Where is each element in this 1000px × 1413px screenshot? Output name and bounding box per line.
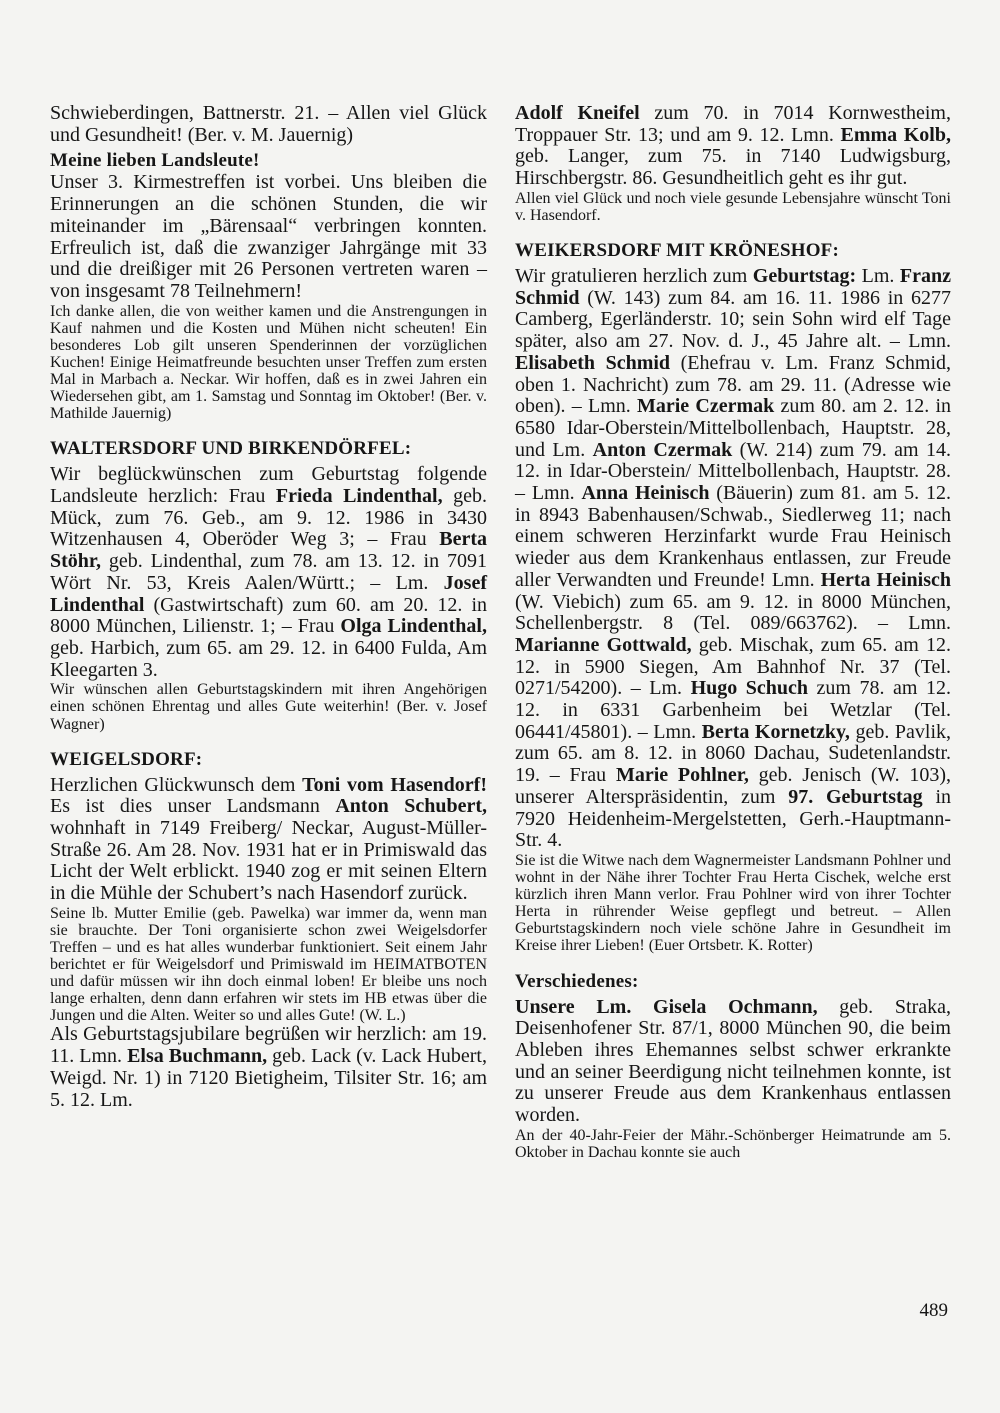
bold-name: Unsere Lm. Gisela Ochmann, [515, 995, 818, 1018]
bold-name: Frieda Lindenthal, [275, 484, 443, 507]
paragraph [50, 103, 487, 146]
text-run: Sie ist die Witwe nach dem Wagnermeister Landsmann Pohlner und wohnt in der Nähe ihrer Tochter Frau Herta Cischek, welche erst kürzlich ihren Mann verlor. Frau Pohlner wird von ihrer Tochter Herta in rührender Weise gepflegt und betreut. – Allen Geburtstagskindern noch viele schöne Jahre in Gesundheit im Kreise ihrer Lieben! (Euer Ortsbetr. K. Rotter) [515, 851, 951, 955]
text-run: Es ist dies unser Landsmann [50, 795, 336, 818]
section-heading [50, 749, 487, 771]
text-run: zum 80. am 2. 12. in 6580 Idar-Oberstein/Mittelbollenbach, Hauptstr. 28, und Lm. [515, 395, 951, 461]
text-run: (Ehefrau v. Lm. Franz Schmid, oben 1. Nachricht) zum 78. am 29. 11. (Adresse wie oben). – Lmn. [515, 351, 952, 418]
section-heading [50, 150, 487, 172]
text-run: An der 40-Jahr-Feier der Mähr.-Schönberger Heimatrunde am 5. Oktober in Dachau konnte sie auch [515, 1126, 951, 1161]
bold-name: Adolf Kneifel [515, 102, 640, 124]
section-heading [515, 971, 951, 993]
bold-name: Emma Kolb, [840, 123, 951, 146]
text-run: WEIGELSDORF: [50, 748, 203, 770]
small-print-paragraph [515, 190, 951, 224]
bold-name: Geburtstag: [752, 265, 857, 287]
text-run: geb. Straka, Deisenhofener Str. 87/1, 8000 München 90, die beim Ableben ihres Ehemannes selbst schwer erkrankte und an seiner Beerdigung nicht teilnehmen konnte, ist zu unserer Freude aus dem Krankenhaus entlassen worden. [515, 995, 951, 1127]
text-run: (W. 143) zum 84. am 16. 11. 1986 in 6277 Camberg, Egerländerstr. 10; sein Sohn wird elf Tage später, also am 27. Nov. d. J., 45 Jahre alt. – Lmn. [515, 286, 951, 353]
small-print-paragraph [515, 852, 951, 955]
text-run: zum 70. in 7014 Kornwestheim, Troppauer Str. 13; und am 9. 12. Lmn. [515, 102, 951, 146]
bold-name: Anna Heinisch [581, 482, 710, 505]
small-print-paragraph [50, 905, 487, 1025]
section-heading [515, 240, 951, 262]
bold-name: Olga Lindenthal, [340, 615, 487, 638]
paragraph [50, 1024, 487, 1111]
bold-name: 97. Geburtstag [788, 785, 923, 808]
text-run: Lm. [856, 265, 900, 287]
text-run: (W. Viebich) zum 65. am 9. 12. in 8000 München, Schellenbergstr. 8 (Tel. 089/663762). – Lmn. [515, 590, 951, 635]
text-run: Herzlichen Glückwunsch dem [50, 773, 303, 796]
paragraph [50, 172, 487, 302]
text-run: (Bäuerin) zum 81. am 5. 12. in 8943 Babenhausen/Schwab., Siedlerweg 11; nach einem schweren Herzinfarkt wurde Frau Heinisch wieder aus dem Krankenhaus entlassen, zur Freude aller Verwandten und Freunde! Lmn. [515, 482, 951, 591]
text-run: geb. Lack (v. Lack Hubert, Weigd. Nr. 1) in 7120 Bietigheim, Tilsiter Str. 16; am 5. 12. Lm. [50, 1045, 487, 1111]
bold-name: Marie Pohlner, [615, 764, 749, 787]
small-print-paragraph [515, 1127, 951, 1161]
text-run: Wir gratulieren herzlich zum [515, 265, 753, 287]
left-column [50, 103, 487, 1111]
paragraph [515, 103, 951, 190]
paragraph [50, 775, 487, 905]
bold-name: Herta Heinisch [820, 568, 951, 591]
bold-name: Anton Czermak [592, 438, 733, 461]
text-run: geb. Mück, zum 76. Geb., am 9. 12. 1986 in 3430 Witzenhausen 4, Oberöder Weg 3; – Frau [50, 484, 487, 551]
text-run: Meine lieben Landsleute! [50, 150, 260, 172]
text-run: Allen viel Glück und noch viele gesunde Lebensjahre wünscht Toni v. Hasendorf. [515, 189, 951, 224]
text-run: geb. Jenisch (W. 103), unserer Alterspräsidentin, zum [515, 764, 951, 808]
text-run: geb. Pavlik, zum 65. am 8. 12. in 8060 Dachau, Sudetenlandstr. 19. – Frau [515, 720, 951, 787]
bold-name: Marianne Gottwald, [515, 633, 692, 656]
paragraph [515, 266, 951, 852]
bold-name: Elisabeth Schmid [515, 351, 671, 374]
text-run: Ich danke allen, die von weither kamen und die Anstrengungen in Kauf nahmen und die Kosten und Mühen nicht scheuten! Ein besonderes Lob gilt unseren Spenderinnen der vorzüglichen Kuchen! Einige Heimatfreunde besuchten unser Treffen zum ersten Mal in Marbach a. Neckar. Wir hoffen, daß es in zwei Jahren ein Wiedersehen gibt, am 1. Samstag und Sonntag im Oktober! (Ber. v. Mathilde Jauernig) [50, 302, 487, 423]
bold-name: Anton Schubert, [335, 795, 487, 818]
text-run: wohnhaft in 7149 Freiberg/ Neckar, August-Müller-Straße 26. Am 28. Nov. 1931 hat er in Primiswald das Licht der Welt erblickt. 1940 zog er mit seinen Eltern in die Mühle der Schubert’s nach Hasendorf zurück. [50, 817, 487, 905]
bold-name: Hugo Schuch [690, 677, 809, 700]
bold-name: Berta Stöhr, [50, 528, 487, 573]
text-run: Seine lb. Mutter Emilie (geb. Pawelka) war immer da, wenn man sie brauchte. Der Toni organisierte schon zwei Weigelsdorfer Treffen – und es hat alles wunderbar funktioniert. Seit einem Jahr berichtet er für Weigelsdorf und Primiswald im HEIMATBOTEN und dafür müssen wir ihn doch einmal loben! Er bleibe uns noch lange erhalten, denn dann erfahren wir stets im HB etwas über die Jungen und die Alten. Weiter so und alles Gute! (W. L.) [50, 904, 487, 1025]
text-run: Schwieberdingen, Battnerstr. 21. – Allen viel Glück und Gesundheit! (Ber. v. M. Jauernig) [50, 102, 487, 146]
text-run: Wir wünschen allen Geburtstagskindern mit ihren Angehörigen einen schönen Ehrentag und alles Gute weiterhin! (Ber. v. Josef Wagner) [50, 681, 487, 733]
text-run: Verschiedenes: [515, 970, 639, 992]
bold-name: Josef Lindenthal [50, 571, 487, 616]
text-run: Wir beglückwünschen zum Geburtstag folgende Landsleute herzlich: Frau [50, 463, 487, 507]
text-run: (W. 214) zum 79. am 14. 12. in Idar-Oberstein/ Mittelbollenbach, Hauptstr. 28. – Lmn. [515, 438, 952, 505]
text-run: geb. Mischak, zum 65. am 12. 12. in 5900 Siegen, Am Bahnhof Nr. 37 (Tel. 0271/54200). – Lm. [515, 633, 952, 700]
small-print-paragraph [50, 681, 487, 732]
bold-name: Elsa Buchmann, [127, 1045, 268, 1068]
text-run: Als Geburtstagsjubilare begrüßen wir herzlich: am 19. 11. Lmn. [50, 1023, 487, 1068]
text-run: in 7920 Heidenheim-Mergelstetten, Gerh.-Hauptmann-Str. 4. [515, 785, 951, 852]
paragraph [50, 464, 487, 681]
text-run: geb. Harbich, zum 65. am 29. 12. in 6400 Fulda, Am Kleegarten 3. [50, 636, 487, 681]
bold-name: Toni vom Hasendorf! [302, 773, 487, 796]
bold-name: Berta Kornetzky, [701, 720, 850, 743]
paragraph [515, 997, 951, 1127]
text-run: WALTERSDORF UND BIRKENDÖRFEL: [50, 438, 412, 460]
bold-name: Franz Schmid [515, 265, 951, 309]
text-run: geb. Lindenthal, zum 78. am 13. 12. in 7091 Wört Nr. 53, Kreis Aalen/Württ.; – Lm. [50, 550, 487, 594]
page-number: 489 [919, 1300, 948, 1321]
text-run: Unser 3. Kirmestreffen ist vorbei. Uns bleiben die Erinnerungen an die schönen Stunden, die wir miteinander im „Bärensaal“ verbringen konnten. Erfreulich ist, daß die zwanziger Jahrgänge mit 33 und die dreißiger mit 26 Personen vertreten waren – von insgesamt 78 Teilnehmern! [50, 171, 487, 302]
section-heading [50, 438, 487, 460]
right-column [515, 103, 951, 1161]
bold-name: Marie Czermak [636, 395, 775, 418]
text-run: (Gastwirtschaft) zum 60. am 20. 12. in 8000 München, Lilienstr. 1; – Frau [50, 593, 487, 638]
text-run: WEIKERSDORF MIT KRÖNESHOF: [515, 240, 840, 261]
small-print-paragraph [50, 303, 487, 423]
text-run: geb. Langer, zum 75. in 7140 Ludwigsburg, Hirschbergstr. 86. Gesundheitlich geht es ihr gut. [515, 145, 951, 190]
text-run: zum 78. am 12. 12. in 6331 Garbenheim bei Wetzlar (Tel. 06441/45801). – Lmn. [515, 677, 951, 743]
